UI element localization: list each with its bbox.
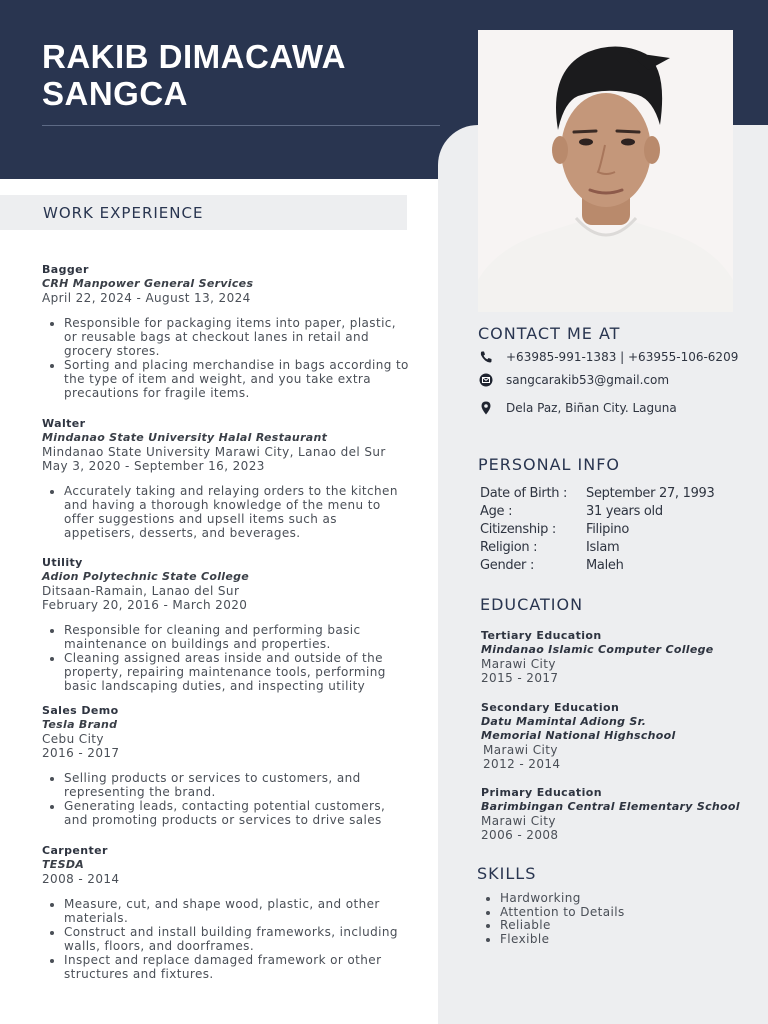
info-row [480, 486, 760, 504]
job-company: Tesla Brand [42, 718, 118, 731]
job-location: Cebu City [42, 732, 104, 746]
job-duties [42, 316, 412, 400]
school-name-continued: Memorial National Highschool [481, 729, 676, 742]
info-label: Age : [480, 504, 513, 519]
school-years: 2015 - 2017 [481, 671, 559, 685]
phone-icon [479, 350, 493, 364]
school-years: 2006 - 2008 [481, 828, 559, 842]
candidate-name: RAKIB DIMACAWA SANGCA [42, 38, 345, 112]
education-entry [481, 786, 761, 842]
job-duty: • Construct and install building frameworks, including walls, floors, and doorframes. [64, 925, 412, 953]
education-entry [481, 701, 761, 771]
job-title: Carpenter [42, 844, 108, 857]
job-duties [42, 484, 412, 540]
job-location: Mindanao State University Marawi City, Lanao del Sur [42, 445, 386, 459]
school-name: Mindanao Islamic Computer College [481, 643, 714, 656]
school-years: 2012 - 2014 [483, 757, 561, 771]
job-entry [42, 556, 412, 693]
job-title: Walter [42, 417, 86, 430]
job-duty: • Sorting and placing merchandise in bags according to the type of item and weight, and you take extra precautions for fragile items. [64, 358, 412, 400]
job-title: Bagger [42, 263, 89, 276]
phone-numbers: +63985-991-1383 | +63955-106-6209 [506, 350, 739, 364]
skills-heading: SKILLS [477, 864, 537, 883]
skill-item: • Reliable [500, 919, 625, 933]
work-experience-heading: WORK EXPERIENCE [43, 204, 204, 222]
job-duties [42, 623, 412, 693]
job-dates: 2016 - 2017 [42, 746, 120, 760]
school-location: Marawi City [483, 743, 558, 757]
contact-phone [478, 348, 768, 366]
job-duty: • Accurately taking and relaying orders to the kitchen and having a thorough knowledge of the menu to offer suggestions and upsell items such as appetisers, desserts, and beverages. [64, 484, 412, 540]
contact-address [478, 399, 768, 417]
skill-item: • Flexible [500, 933, 625, 947]
email-address: sangcarakib53@gmail.com [506, 373, 670, 387]
job-dates: April 22, 2024 - August 13, 2024 [42, 291, 251, 305]
job-company: TESDA [42, 858, 85, 871]
school-name: Barimbingan Central Elementary School [481, 800, 740, 813]
job-duty: • Measure, cut, and shape wood, plastic, and other materials. [64, 897, 412, 925]
education-level: Secondary Education [481, 701, 620, 714]
info-value: Islam [586, 540, 620, 555]
skills-list [478, 892, 625, 946]
skill-item: • Hardworking [500, 892, 625, 906]
job-duty: • Cleaning assigned areas inside and outside of the property, repairing maintenance tools, performing basic landscaping duties, and inspecting utility [64, 651, 412, 693]
job-duty: • Generating leads, contacting potential customers, and promoting products or services to drive sales [64, 799, 412, 827]
job-title: Utility [42, 556, 83, 569]
skill-item: • Attention to Details [500, 906, 625, 920]
person-portrait-icon [478, 30, 733, 312]
job-dates: May 3, 2020 - September 16, 2023 [42, 459, 265, 473]
education-heading: EDUCATION [480, 595, 584, 614]
school-location: Marawi City [481, 814, 556, 828]
info-value: September 27, 1993 [586, 486, 715, 501]
job-dates: February 20, 2016 - March 2020 [42, 598, 248, 612]
job-title: Sales Demo [42, 704, 119, 717]
header-divider [42, 125, 440, 126]
job-entry [42, 417, 412, 540]
education-entry [481, 629, 761, 685]
school-name: Datu Mamintal Adiong Sr. [481, 715, 647, 728]
personal-info-heading: PERSONAL INFO [478, 455, 621, 474]
school-location: Marawi City [481, 657, 556, 671]
contact-email [478, 371, 768, 389]
job-location: Ditsaan-Ramain, Lanao del Sur [42, 584, 240, 598]
education-level: Tertiary Education [481, 629, 602, 642]
job-company: CRH Manpower General Services [42, 277, 254, 290]
info-label: Gender : [480, 558, 535, 573]
contact-heading: CONTACT ME AT [478, 324, 621, 343]
job-duties [42, 897, 412, 981]
info-label: Religion : [480, 540, 538, 555]
job-duty: • Selling products or services to customers, and representing the brand. [64, 771, 412, 799]
education-level: Primary Education [481, 786, 602, 799]
info-row [480, 558, 760, 576]
job-duties [42, 771, 412, 827]
job-entry [42, 704, 412, 827]
home-address: Dela Paz, Biñan City. Laguna [506, 401, 677, 415]
info-label: Date of Birth : [480, 486, 568, 501]
job-duty: • Inspect and replace damaged framework or other structures and fixtures. [64, 953, 412, 981]
info-row [480, 522, 760, 540]
job-dates: 2008 - 2014 [42, 872, 120, 886]
profile-photo [478, 30, 733, 312]
info-value: Maleh [586, 558, 624, 573]
info-row [480, 540, 760, 558]
job-entry [42, 263, 412, 400]
job-company: Adion Polytechnic State College [42, 570, 250, 583]
info-value: 31 years old [586, 504, 663, 519]
email-icon [479, 373, 493, 387]
job-company: Mindanao State University Halal Restaurant [42, 431, 328, 444]
location-pin-icon [479, 401, 493, 415]
job-entry [42, 844, 412, 981]
info-row [480, 504, 760, 522]
job-duty: • Responsible for packaging items into paper, plastic, or reusable bags at checkout lanes in retail and grocery stores. [64, 316, 412, 358]
info-value: Filipino [586, 522, 630, 537]
info-label: Citizenship : [480, 522, 556, 537]
job-duty: • Responsible for cleaning and performing basic maintenance on buildings and properties. [64, 623, 412, 651]
